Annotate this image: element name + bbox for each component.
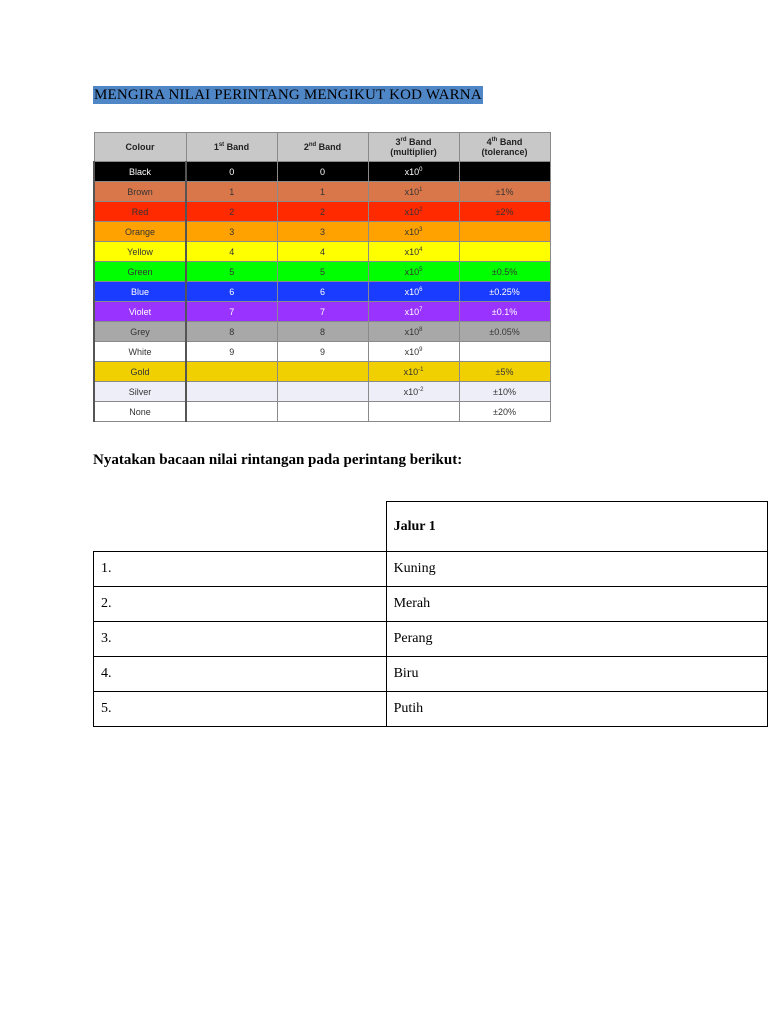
multiplier-exponent: 9 bbox=[419, 346, 423, 353]
multiplier-cell bbox=[368, 202, 459, 222]
answer-number: 3. bbox=[94, 622, 387, 657]
multiplier-base: x10 bbox=[404, 206, 420, 217]
header-colour: Colour bbox=[94, 133, 186, 162]
multiplier-exponent: -2 bbox=[418, 386, 424, 393]
colour-cell: Yellow bbox=[94, 242, 186, 262]
colour-row-brown bbox=[94, 182, 550, 202]
answer-band-colour: Biru bbox=[386, 657, 767, 692]
colour-row-white bbox=[94, 342, 550, 362]
colour-cell: Silver bbox=[94, 382, 186, 402]
band2-cell: 4 bbox=[277, 242, 368, 262]
answer-row bbox=[94, 657, 768, 692]
colour-row-orange bbox=[94, 222, 550, 242]
colour-row-none bbox=[94, 402, 550, 422]
band2-cell: 5 bbox=[277, 262, 368, 282]
header-band-2: 2nd Band bbox=[277, 133, 368, 162]
multiplier-exponent: 2 bbox=[419, 206, 423, 213]
tolerance-cell: ±10% bbox=[459, 382, 550, 402]
colour-row-red bbox=[94, 202, 550, 222]
multiplier-exponent: 8 bbox=[419, 326, 423, 333]
multiplier-base: x10 bbox=[404, 166, 420, 177]
answer-row bbox=[94, 622, 768, 657]
band1-cell bbox=[186, 362, 277, 382]
colour-cell: None bbox=[94, 402, 186, 422]
resistor-colour-code-table bbox=[93, 132, 551, 422]
multiplier-exponent: 6 bbox=[419, 286, 423, 293]
band2-cell: 7 bbox=[277, 302, 368, 322]
answer-table-header-row bbox=[94, 502, 768, 552]
question-text: Nyatakan bacaan nilai rintangan pada perintang berikut: bbox=[93, 452, 463, 468]
colour-cell: Brown bbox=[94, 182, 186, 202]
tolerance-cell: ±20% bbox=[459, 402, 550, 422]
colour-cell: Gold bbox=[94, 362, 186, 382]
band1-cell: 4 bbox=[186, 242, 277, 262]
multiplier-exponent: 4 bbox=[419, 246, 423, 253]
multiplier-base: x10 bbox=[404, 326, 420, 337]
answer-header-blank bbox=[94, 502, 387, 552]
tolerance-cell: ±1% bbox=[459, 182, 550, 202]
colour-cell: Orange bbox=[94, 222, 186, 242]
colour-cell: White bbox=[94, 342, 186, 362]
colour-row-green bbox=[94, 262, 550, 282]
multiplier-base: x10 bbox=[404, 226, 420, 237]
multiplier-exponent: 3 bbox=[419, 226, 423, 233]
colour-table-header-row bbox=[94, 133, 550, 162]
answer-band-colour: Merah bbox=[386, 587, 767, 622]
multiplier-cell bbox=[368, 382, 459, 402]
header-band-4: 4th Band (tolerance) bbox=[459, 133, 550, 162]
band2-cell: 3 bbox=[277, 222, 368, 242]
multiplier-cell bbox=[368, 322, 459, 342]
multiplier-base: x10 bbox=[404, 266, 420, 277]
colour-cell: Black bbox=[94, 162, 186, 182]
multiplier-exponent: 1 bbox=[419, 186, 423, 193]
multiplier-cell bbox=[368, 302, 459, 322]
band1-cell: 7 bbox=[186, 302, 277, 322]
colour-row-blue bbox=[94, 282, 550, 302]
multiplier-exponent: 5 bbox=[419, 266, 423, 273]
band2-cell: 2 bbox=[277, 202, 368, 222]
multiplier-cell bbox=[368, 242, 459, 262]
multiplier-base: x10 bbox=[403, 366, 419, 377]
band2-cell bbox=[277, 362, 368, 382]
header-band-3: 3rd Band (multiplier) bbox=[368, 133, 459, 162]
multiplier-cell bbox=[368, 162, 459, 182]
tolerance-cell: ±0.25% bbox=[459, 282, 550, 302]
band2-cell bbox=[277, 382, 368, 402]
answer-header-jalur: Jalur 1 bbox=[386, 502, 767, 552]
colour-cell: Red bbox=[94, 202, 186, 222]
colour-cell: Blue bbox=[94, 282, 186, 302]
colour-row-yellow bbox=[94, 242, 550, 262]
answer-row bbox=[94, 552, 768, 587]
band1-cell: 5 bbox=[186, 262, 277, 282]
band1-cell: 0 bbox=[186, 162, 277, 182]
multiplier-base: x10 bbox=[403, 386, 419, 397]
answer-band-colour: Putih bbox=[386, 692, 767, 727]
band2-cell bbox=[277, 402, 368, 422]
colour-row-violet bbox=[94, 302, 550, 322]
band2-cell: 6 bbox=[277, 282, 368, 302]
answer-number: 2. bbox=[94, 587, 387, 622]
tolerance-cell: ±0.05% bbox=[459, 322, 550, 342]
band1-cell: 9 bbox=[186, 342, 277, 362]
band1-cell bbox=[186, 402, 277, 422]
multiplier-base: x10 bbox=[404, 286, 420, 297]
band1-cell bbox=[186, 382, 277, 402]
multiplier-cell bbox=[368, 222, 459, 242]
tolerance-cell bbox=[459, 242, 550, 262]
multiplier-cell bbox=[368, 262, 459, 282]
colour-row-silver bbox=[94, 382, 550, 402]
tolerance-cell: ±5% bbox=[459, 362, 550, 382]
page-title: MENGIRA NILAI PERINTANG MENGIKUT KOD WARNA bbox=[94, 87, 482, 103]
colour-row-gold bbox=[94, 362, 550, 382]
tolerance-cell bbox=[459, 162, 550, 182]
band2-cell: 8 bbox=[277, 322, 368, 342]
tolerance-cell: ±0.1% bbox=[459, 302, 550, 322]
colour-row-grey bbox=[94, 322, 550, 342]
multiplier-base: x10 bbox=[404, 186, 420, 197]
colour-cell: Grey bbox=[94, 322, 186, 342]
tolerance-cell bbox=[459, 222, 550, 242]
answer-band-colour: Perang bbox=[386, 622, 767, 657]
colour-row-black bbox=[94, 162, 550, 182]
multiplier-cell bbox=[368, 182, 459, 202]
band1-cell: 1 bbox=[186, 182, 277, 202]
band2-cell: 0 bbox=[277, 162, 368, 182]
band1-cell: 2 bbox=[186, 202, 277, 222]
band2-cell: 1 bbox=[277, 182, 368, 202]
multiplier-cell bbox=[368, 282, 459, 302]
tolerance-cell bbox=[459, 342, 550, 362]
band1-cell: 3 bbox=[186, 222, 277, 242]
answer-number: 1. bbox=[94, 552, 387, 587]
answer-band-colour: Kuning bbox=[386, 552, 767, 587]
band2-cell: 9 bbox=[277, 342, 368, 362]
multiplier-exponent: -1 bbox=[418, 366, 424, 373]
multiplier-cell bbox=[368, 362, 459, 382]
answer-row bbox=[94, 587, 768, 622]
header-band-1: 1st Band bbox=[186, 133, 277, 162]
multiplier-exponent: 7 bbox=[419, 306, 423, 313]
colour-cell: Violet bbox=[94, 302, 186, 322]
multiplier-base: x10 bbox=[404, 246, 420, 257]
tolerance-cell: ±2% bbox=[459, 202, 550, 222]
band1-cell: 6 bbox=[186, 282, 277, 302]
answer-row bbox=[94, 692, 768, 727]
multiplier-cell bbox=[368, 342, 459, 362]
answer-table bbox=[93, 501, 768, 727]
band1-cell: 8 bbox=[186, 322, 277, 342]
tolerance-cell: ±0.5% bbox=[459, 262, 550, 282]
multiplier-cell bbox=[368, 402, 459, 422]
answer-number: 5. bbox=[94, 692, 387, 727]
multiplier-base: x10 bbox=[404, 346, 420, 357]
multiplier-base: x10 bbox=[404, 306, 420, 317]
answer-number: 4. bbox=[94, 657, 387, 692]
colour-cell: Green bbox=[94, 262, 186, 282]
multiplier-exponent: 0 bbox=[419, 166, 423, 173]
